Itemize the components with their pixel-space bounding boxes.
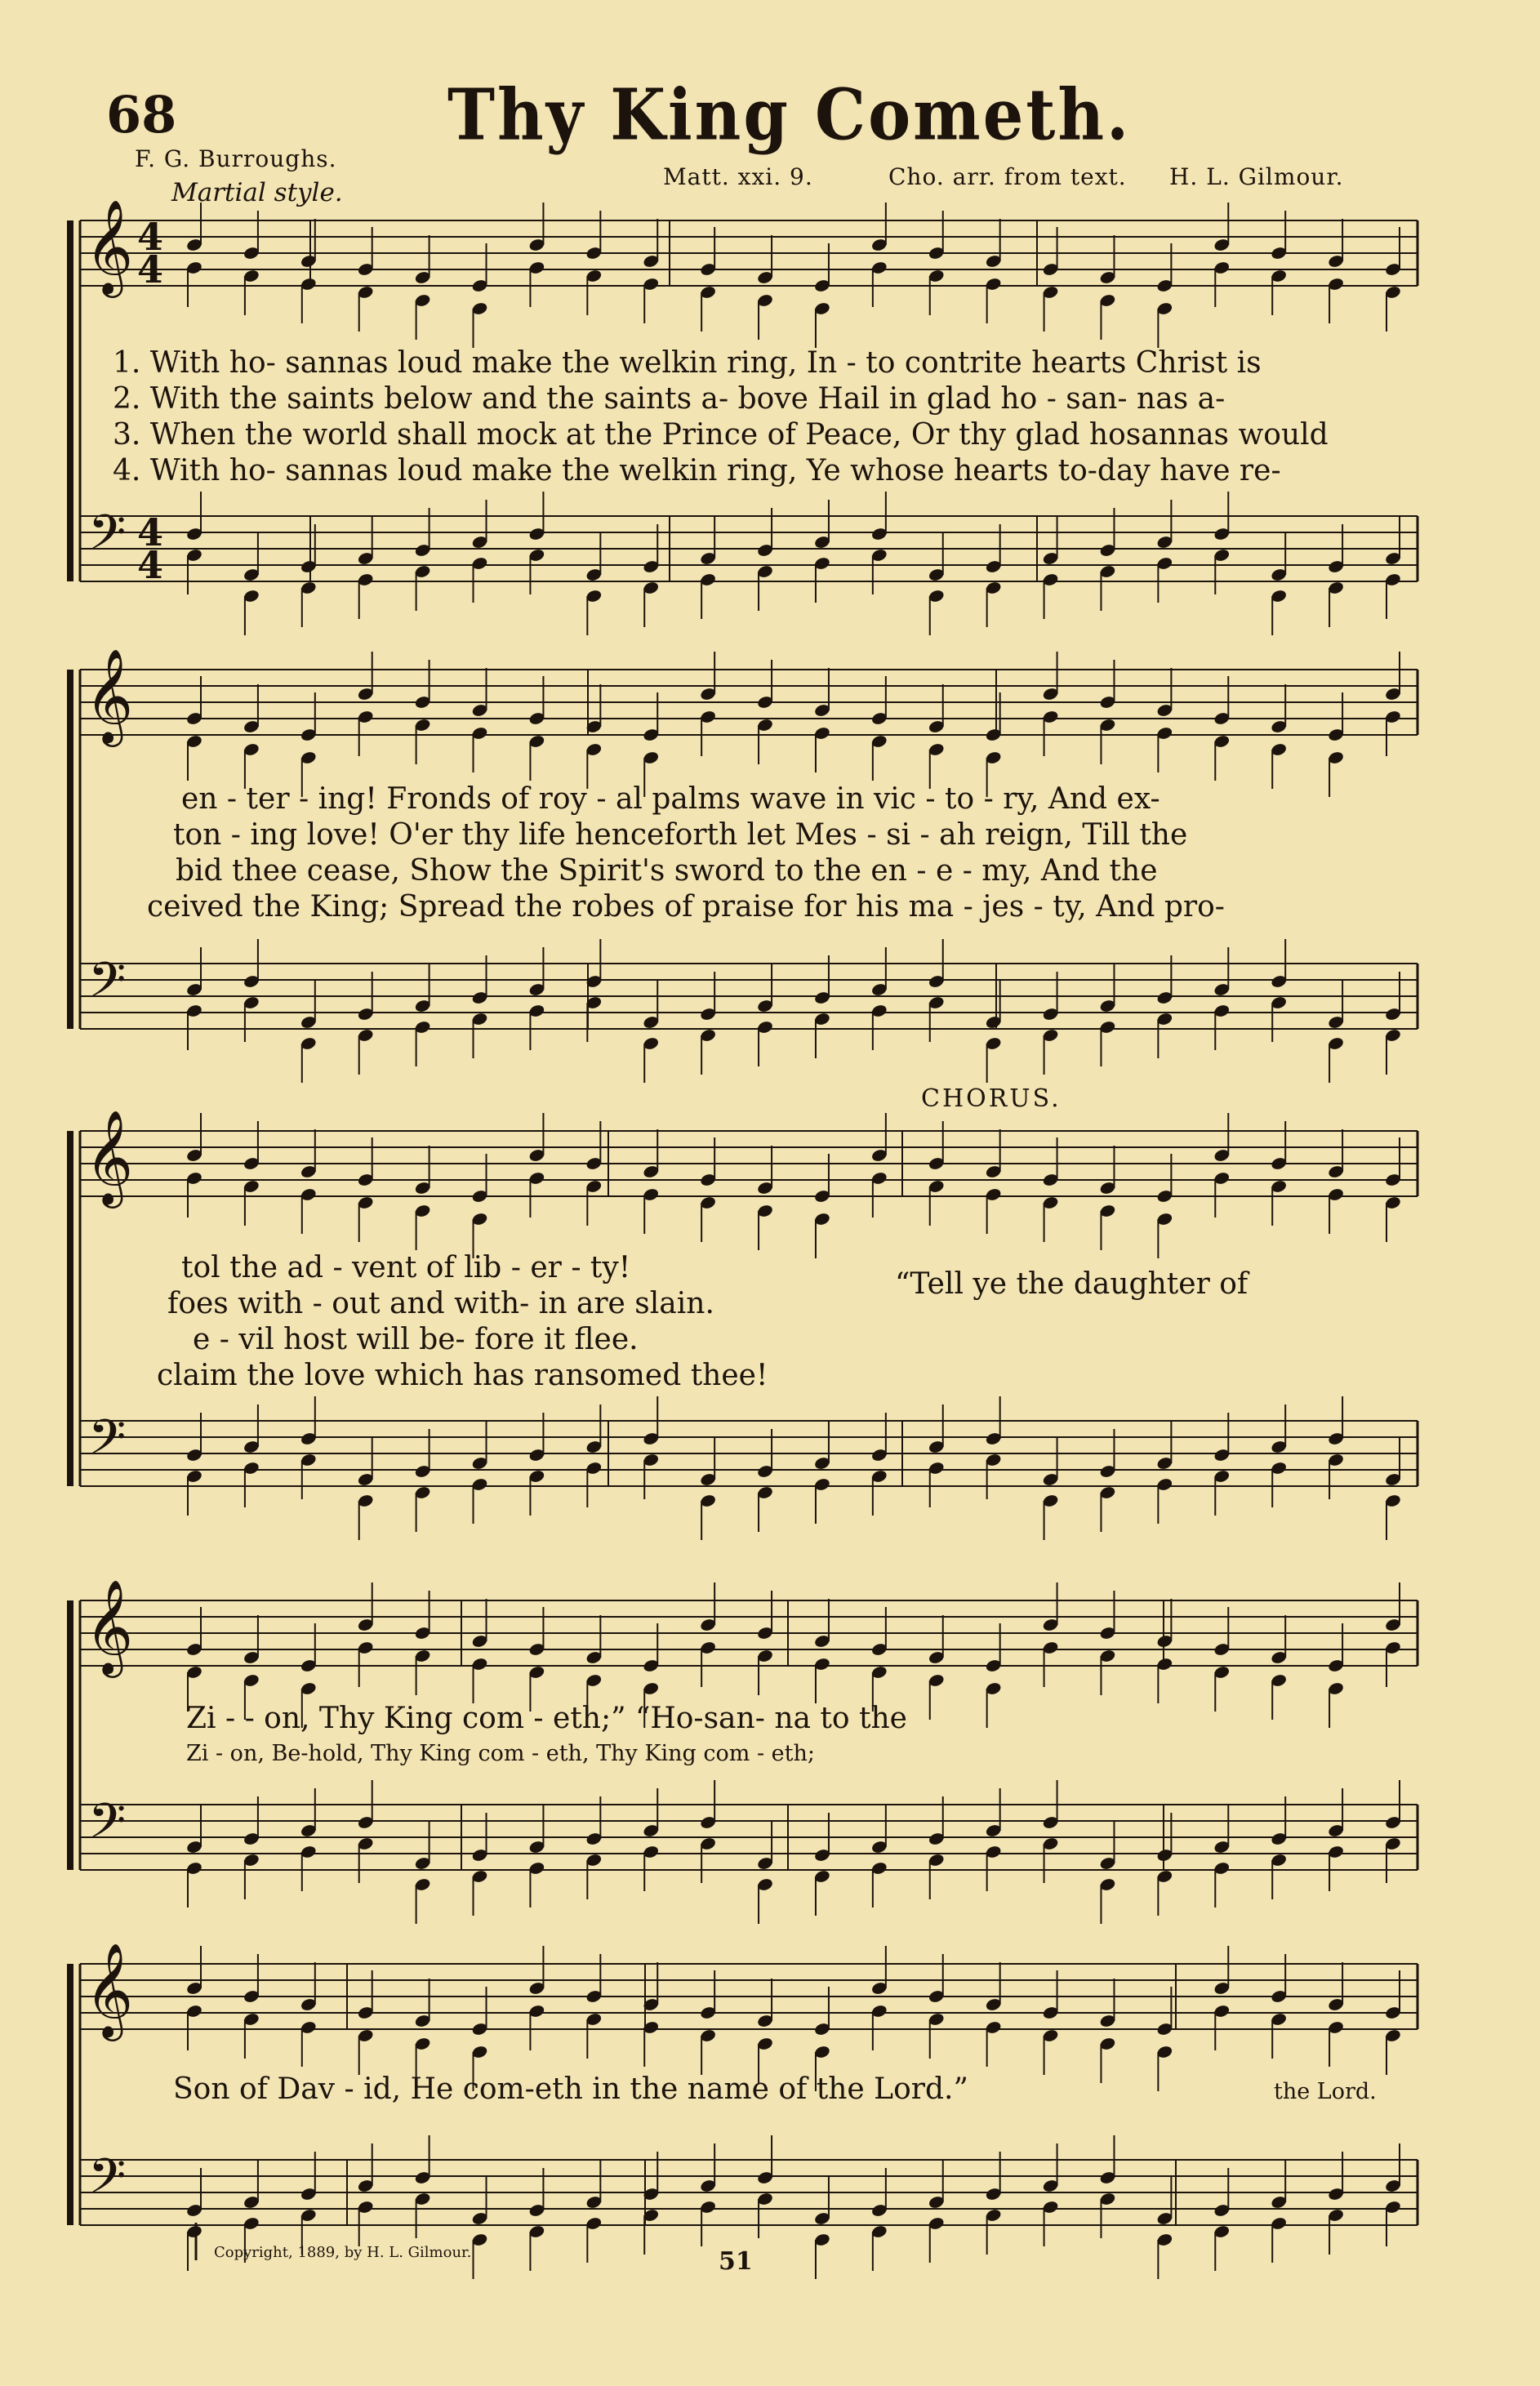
system2-line-2: ton - ing love! O'er thy life henceforth let Mes - si - ah reign, Till the [173,818,1188,852]
page-number: 51 [719,2247,753,2276]
verse-line-2: 2. With the saints below and the saints a- bove Hail in glad ho - san- nas a- [113,382,1226,416]
time-signature: 4 [137,543,164,587]
system3-line-2: foes with - out and with- in are slain. [167,1287,714,1320]
tempo-marking: Martial style. [171,178,343,207]
scripture-reference: Matt. xxi. 9. [663,163,813,190]
treble-clef-icon: 𝄞 [85,648,134,743]
time-signature: 4 [137,215,164,259]
system3-line-3: e - vil host will be- fore it flee. [193,1323,639,1356]
system-brace [67,1600,73,1870]
system2-line-1: en - ter - ing! Fronds of roy - al palms wave in vic - to - ry, And ex- [181,782,1160,816]
system-brace [67,1964,73,2225]
chorus-line-3: Son of Dav - id, He com-eth in the name of the Lord.” [173,2072,968,2106]
chorus-source-note: Cho. arr. from text. [888,163,1127,190]
bass-clef-icon: 𝄢 [88,2148,127,2216]
composer-credit: H. L. Gilmour. [1169,163,1344,190]
chorus-line-1: “Tell ye the daughter of [895,1267,1248,1301]
copyright-notice: Copyright, 1889, by H. L. Gilmour. [214,2244,472,2261]
bass-clef-icon: 𝄢 [88,1792,127,1861]
time-signature: 4 [137,510,164,554]
system-brace [67,220,73,581]
hymn-number: 68 [106,85,177,145]
treble-clef-icon: 𝄞 [85,1109,134,1204]
system3-line-4: claim the love which has ransomed thee! [157,1359,768,1392]
system2-line-4: ceived the King; Spread the robes of praise for his ma - jes - ty, And pro- [147,890,1225,924]
chorus-label: CHORUS. [921,1084,1062,1113]
verse-line-4: 4. With ho- sannas loud make the welkin ring, Ye whose hearts to-day have re- [113,454,1281,487]
author-credit: F. G. Burroughs. [135,145,337,172]
system-brace [67,1131,73,1486]
system-brace [67,670,73,1029]
chorus-bass-line: Zi - on, Be-hold, Thy King com - eth, Thy King com - eth; [186,1741,815,1766]
treble-clef-icon: 𝄞 [85,198,134,294]
treble-clef-icon: 𝄞 [85,1942,134,2037]
chorus-line-2: Zi - - on, Thy King com - eth;” “Ho-san- na to the [186,1702,907,1735]
bass-clef-icon: 𝄢 [88,951,127,1020]
bass-clef-icon: 𝄢 [88,504,127,572]
chorus-line-3-end: the Lord. [1274,2079,1377,2104]
verse-line-3: 3. When the world shall mock at the Prince of Peace, Or thy glad hosannas would [113,418,1329,452]
system3-line-1: tol the ad - vent of lib - er - ty! [181,1251,631,1284]
verse-line-1: 1. With ho- sannas loud make the welkin ring, In - to contrite hearts Christ is [113,346,1262,380]
time-signature: 4 [137,247,164,292]
treble-clef-icon: 𝄞 [85,1578,134,1674]
system2-line-3: bid thee cease, Show the Spirit's sword to the en - e - my, And the [176,854,1158,888]
bass-clef-icon: 𝄢 [88,1409,127,1477]
hymn-title: Thy King Cometh. [447,74,1132,157]
